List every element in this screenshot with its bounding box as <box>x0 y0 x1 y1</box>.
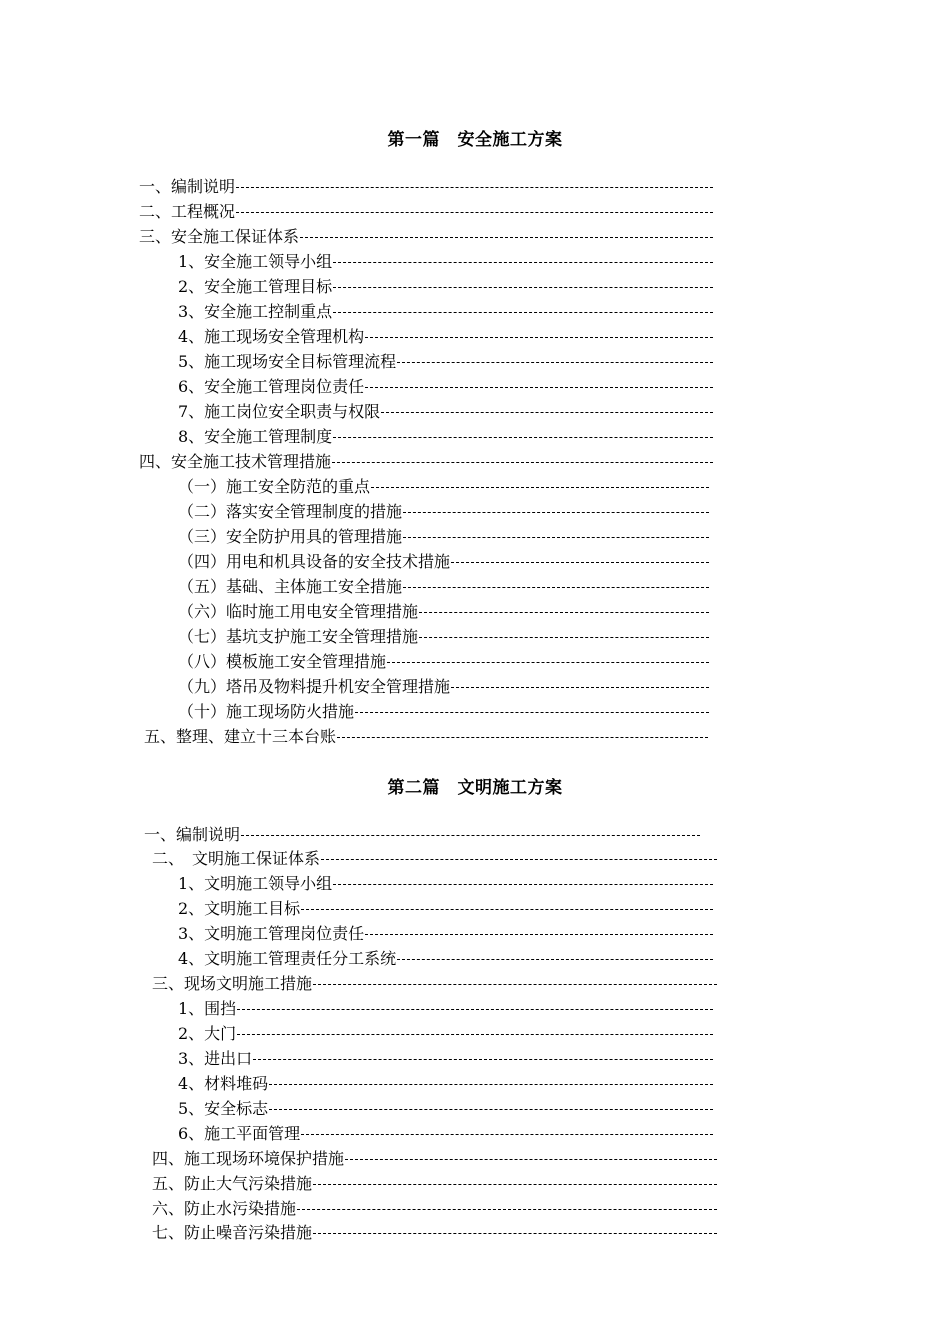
toc-entry[interactable] <box>178 871 713 896</box>
toc-entry[interactable] <box>178 424 713 449</box>
toc-entry[interactable] <box>139 174 713 199</box>
toc-entry[interactable] <box>178 1021 713 1046</box>
toc-entry[interactable] <box>139 449 713 474</box>
toc-entry[interactable] <box>178 274 713 299</box>
toc-entry[interactable] <box>178 524 709 549</box>
toc-entry-label: 三、现场文明施工措施 <box>152 974 313 993</box>
toc-entry[interactable] <box>178 699 709 724</box>
toc-entry[interactable] <box>178 946 713 971</box>
toc-entry[interactable] <box>178 474 709 499</box>
toc-entry-label: 4、文明施工管理责任分工系统 <box>178 949 397 968</box>
toc-leader <box>269 1109 713 1110</box>
toc-leader <box>403 537 709 538</box>
toc-leader <box>387 662 709 663</box>
toc-entry[interactable] <box>152 1196 717 1221</box>
toc-entry[interactable] <box>178 896 713 921</box>
toc-leader <box>332 462 713 463</box>
toc-leader <box>397 959 713 960</box>
toc-leader <box>237 1034 713 1035</box>
toc-entry[interactable] <box>178 374 713 399</box>
toc-leader <box>321 859 717 860</box>
toc-entry-label: （九）塔吊及物料提升机安全管理措施 <box>178 677 451 696</box>
toc-entry-label: 3、文明施工管理岗位责任 <box>178 924 365 943</box>
toc-entry[interactable] <box>178 574 709 599</box>
toc-entry-label: 3、进出口 <box>178 1049 253 1068</box>
toc-leader <box>403 587 709 588</box>
toc-entry[interactable] <box>178 1121 713 1146</box>
toc-entry-label: （七）基坑支护施工安全管理措施 <box>178 627 419 646</box>
toc-entry[interactable] <box>152 971 717 996</box>
toc-entry-label: （八）模板施工安全管理措施 <box>178 652 387 671</box>
toc-entry[interactable] <box>178 1096 713 1121</box>
toc-leader <box>237 1009 713 1010</box>
toc-entry[interactable] <box>178 499 709 524</box>
toc-entry[interactable] <box>152 1146 717 1171</box>
toc-leader <box>371 487 709 488</box>
toc-leader <box>333 262 713 263</box>
toc-leader <box>381 412 713 413</box>
toc-leader <box>300 237 713 238</box>
toc-leader <box>345 1159 717 1160</box>
toc-entry[interactable] <box>178 299 713 324</box>
toc-entry[interactable] <box>178 921 713 946</box>
toc-entry-label: 5、安全标志 <box>178 1099 269 1118</box>
toc-entry-label: 三、安全施工保证体系 <box>139 227 300 246</box>
toc-leader <box>337 737 708 738</box>
toc-entry-label: 2、大门 <box>178 1024 237 1043</box>
toc-leader <box>301 909 713 910</box>
toc-entry-label: （六）临时施工用电安全管理措施 <box>178 602 419 621</box>
toc-entry-label: 6、施工平面管理 <box>178 1124 301 1143</box>
toc-leader <box>419 612 709 613</box>
toc-leader <box>403 512 709 513</box>
toc-entry[interactable] <box>178 249 713 274</box>
toc-entry-label: （一）施工安全防范的重点 <box>178 477 371 496</box>
toc-leader <box>333 437 713 438</box>
toc-entry-label: 3、安全施工控制重点 <box>178 302 333 321</box>
toc-entry-label: 1、安全施工领导小组 <box>178 252 333 271</box>
toc-entry[interactable] <box>144 822 700 847</box>
toc-leader <box>355 712 709 713</box>
toc-entry[interactable] <box>178 1046 713 1071</box>
toc-entry-label: （四）用电和机具设备的安全技术措施 <box>178 552 451 571</box>
toc-entry[interactable] <box>152 1171 717 1196</box>
toc-entry[interactable] <box>178 599 709 624</box>
toc-leader <box>333 312 713 313</box>
toc-entry-label: 二、 文明施工保证体系 <box>152 849 321 868</box>
toc-entry[interactable] <box>139 224 713 249</box>
toc-entry-label: 5、施工现场安全目标管理流程 <box>178 352 397 371</box>
toc-entry[interactable] <box>144 724 708 749</box>
toc-leader <box>365 934 713 935</box>
toc-entry-label: 四、安全施工技术管理措施 <box>139 452 332 471</box>
toc-leader <box>313 1184 717 1185</box>
toc-leader <box>451 562 709 563</box>
toc-leader <box>313 984 717 985</box>
toc-entry-label: 七、防止噪音污染措施 <box>152 1223 313 1242</box>
toc-entry-label: 2、文明施工目标 <box>178 899 301 918</box>
toc-entry-label: 2、安全施工管理目标 <box>178 277 333 296</box>
toc-entry[interactable] <box>178 996 713 1021</box>
toc-entry[interactable] <box>178 399 713 424</box>
toc-entry-label: 一、编制说明 <box>139 177 236 196</box>
toc-entry-label: （二）落实安全管理制度的措施 <box>178 502 403 521</box>
toc-leader <box>365 387 713 388</box>
toc-leader <box>313 1233 717 1234</box>
toc-entry-label: 4、施工现场安全管理机构 <box>178 327 365 346</box>
toc-entry-label: 五、整理、建立十三本台账 <box>144 727 337 746</box>
toc-entry[interactable] <box>178 649 709 674</box>
toc-entry[interactable] <box>178 624 709 649</box>
toc-entry-label: 二、工程概况 <box>139 202 236 221</box>
toc-entry-label: 6、安全施工管理岗位责任 <box>178 377 365 396</box>
toc-leader <box>397 362 713 363</box>
toc-entry-label: 四、施工现场环境保护措施 <box>152 1149 345 1168</box>
toc-leader <box>253 1059 713 1060</box>
toc-entry[interactable] <box>152 846 717 871</box>
toc-leader <box>236 212 713 213</box>
toc-entry-label: 1、文明施工领导小组 <box>178 874 333 893</box>
toc-entry-label: 一、编制说明 <box>144 825 241 844</box>
toc-entry-label: 六、防止水污染措施 <box>152 1199 297 1218</box>
toc-leader <box>333 884 713 885</box>
toc-entry[interactable] <box>178 1071 713 1096</box>
part1-title: 第一篇 安全施工方案 <box>387 130 563 150</box>
toc-entry-label: 1、围挡 <box>178 999 237 1018</box>
toc-leader <box>297 1209 717 1210</box>
toc-entry[interactable] <box>178 674 709 699</box>
toc-entry-label: 五、防止大气污染措施 <box>152 1174 313 1193</box>
toc-entry[interactable] <box>139 199 713 224</box>
toc-entry[interactable] <box>178 324 713 349</box>
toc-leader <box>236 187 713 188</box>
part2-title: 第二篇 文明施工方案 <box>387 778 563 798</box>
toc-leader <box>333 287 713 288</box>
toc-leader <box>241 835 700 836</box>
toc-leader <box>451 687 709 688</box>
toc-leader <box>301 1134 713 1135</box>
toc-entry-label: 8、安全施工管理制度 <box>178 427 333 446</box>
toc-entry[interactable] <box>152 1220 717 1245</box>
toc-entry[interactable] <box>178 549 709 574</box>
toc-entry-label: （三）安全防护用具的管理措施 <box>178 527 403 546</box>
toc-leader <box>269 1084 713 1085</box>
toc-entry-label: （五）基础、主体施工安全措施 <box>178 577 403 596</box>
toc-leader <box>365 337 713 338</box>
toc-entry[interactable] <box>178 349 713 374</box>
toc-entry-label: （十）施工现场防火措施 <box>178 702 355 721</box>
toc-entry-label: 4、材料堆码 <box>178 1074 269 1093</box>
toc-entry-label: 7、施工岗位安全职责与权限 <box>178 402 381 421</box>
toc-leader <box>419 637 709 638</box>
